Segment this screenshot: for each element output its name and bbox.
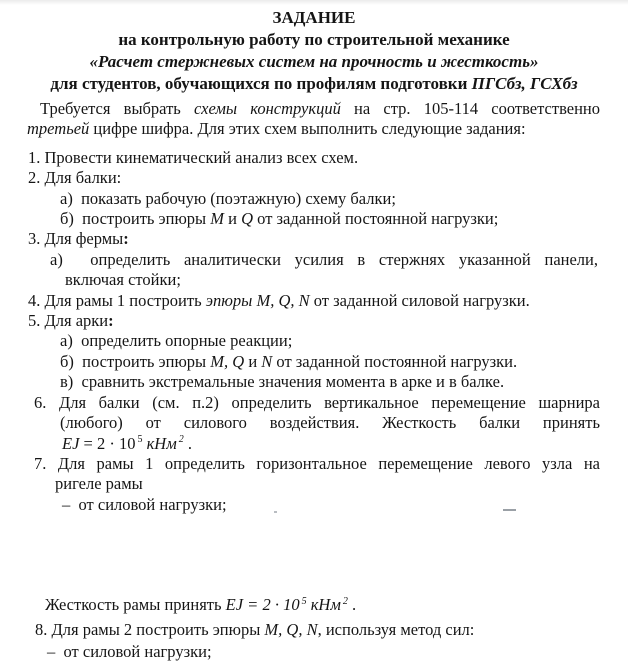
- task-item-5: 5. Для арки:: [28, 311, 114, 331]
- intro-line-2: третьей цифре шифра. Для этих схем выполнить следующие задания:: [27, 119, 526, 139]
- frame-stiffness-line: Жесткость рамы принять EJ = 2 · 10 $^5$ кНм $^2$ .: [45, 595, 357, 615]
- intro-line-1: Требуется выбрать схемы конструкций на стр. 105-114 соответственно: [40, 99, 600, 118]
- faint-dash-artifact: [503, 509, 516, 511]
- document-header: [0, 0, 628, 95]
- blank-gap: [0, 515, 628, 595]
- intro-paragraph: [0, 99, 628, 140]
- task-item-6-formula: EJ = 2 · 10 $^5$ кНм $^2$ .: [62, 433, 193, 453]
- task-item-6-line-1: 6. Для балки (см. п.2) определить вертикальное перемещение шарнира: [34, 392, 600, 412]
- task-item-7-line-2: ригеле рамы: [55, 474, 143, 494]
- task-item-1: 1. Провести кинематический анализ всех схем.: [28, 147, 359, 167]
- task-item-8-dash-bullet: – от силовой нагрузки;: [47, 641, 212, 661]
- task-item-5a: а) определить опорные реакции;: [60, 331, 293, 351]
- task-item-6-line-2: (любого) от силового воздействия. Жесткость балки принять: [60, 413, 600, 433]
- task-item-4: 4. Для рамы 1 построить эпюры M, Q, N от заданной силовой нагрузки.: [28, 290, 530, 310]
- task-item-2b: б) построить эпюры M и Q от заданной постоянной нагрузки;: [60, 209, 499, 229]
- task-item-3a-line-2: включая стойки;: [65, 270, 181, 290]
- task-item-2a: а) показать рабочую (поэтажную) схему балки;: [60, 188, 396, 208]
- faint-dot-artifact: [274, 511, 277, 513]
- task-item-7-line-1: 7. Для рамы 1 определить горизонтальное перемещение левого узла на: [34, 453, 600, 473]
- document-subtitle-2: «Расчет стержневых систем на прочность и жесткость»: [89, 52, 539, 71]
- document-subtitle-1: на контрольную работу по строительной механике: [118, 30, 510, 49]
- task-item-5b: б) построить эпюры M, Q и N от заданной постоянной нагрузки.: [60, 351, 518, 371]
- window-top-edge-shadow: [0, 0, 628, 5]
- task-item-3: 3. Для фермы:: [28, 229, 129, 249]
- task-item-2: 2. Для балки:: [28, 168, 122, 188]
- task-item-3a-line-1: а) определить аналитически усилия в стержнях указанной панели,: [50, 249, 598, 269]
- document-title: ЗАДАНИЕ: [272, 8, 356, 27]
- task-item-5v: в) сравнить экстремальные значения момента в арке и в балке.: [60, 372, 505, 392]
- task-item-7-dash-bullet: – от силовой нагрузки;: [62, 494, 227, 514]
- task-item-8: 8. Для рамы 2 построить эпюры M, Q, N, используя метод сил:: [35, 619, 475, 639]
- task-list: [0, 148, 628, 663]
- document-subtitle-3: для студентов, обучающихся по профилям подготовки ПГСбз, ГСХбз: [50, 74, 578, 93]
